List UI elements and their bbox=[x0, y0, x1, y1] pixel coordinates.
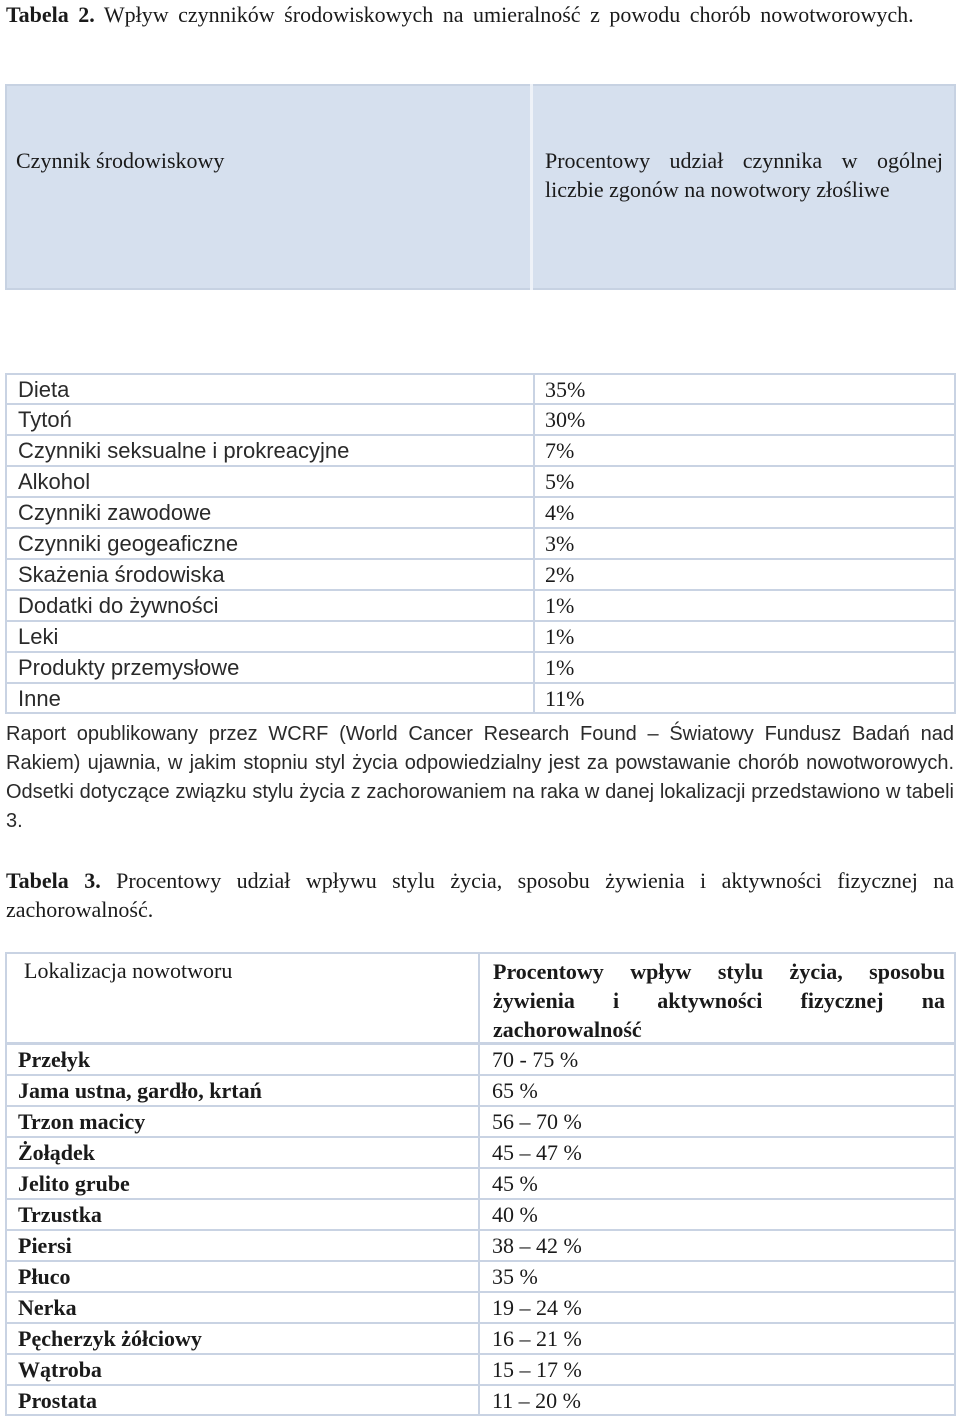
value-cell: 56 – 70 % bbox=[492, 1109, 582, 1134]
table-row bbox=[5, 497, 956, 528]
table-row bbox=[5, 435, 956, 466]
factor-cell: Produkty przemysłowe bbox=[18, 655, 240, 680]
site-cell: Pęcherzyk żółciowy bbox=[18, 1326, 202, 1351]
table-row bbox=[5, 559, 956, 590]
table-row bbox=[5, 1230, 956, 1261]
site-cell: Prostata bbox=[18, 1388, 98, 1413]
table-row bbox=[5, 1075, 956, 1106]
table-row bbox=[5, 1354, 956, 1385]
table-row bbox=[5, 1323, 956, 1354]
value-cell: 45 % bbox=[492, 1171, 538, 1196]
table2-caption-label: Tabela 2. bbox=[6, 2, 95, 27]
table-row bbox=[5, 1385, 956, 1416]
value-cell: 65 % bbox=[492, 1078, 538, 1103]
value-cell: 35 % bbox=[492, 1264, 538, 1289]
table3-header-col1: Lokalizacja nowotworu bbox=[24, 958, 233, 983]
value-cell: 35% bbox=[545, 377, 586, 402]
factor-cell: Tytoń bbox=[18, 407, 72, 432]
value-cell: 2% bbox=[545, 562, 575, 587]
table-row bbox=[5, 1199, 956, 1230]
site-cell: Jama ustna, gardło, krtań bbox=[18, 1078, 262, 1103]
value-cell: 38 – 42 % bbox=[492, 1233, 582, 1258]
value-cell: 11% bbox=[545, 686, 585, 711]
table2 bbox=[5, 84, 956, 711]
value-cell: 4% bbox=[545, 500, 575, 525]
site-cell: Wątroba bbox=[18, 1357, 102, 1382]
table2-body bbox=[5, 373, 956, 714]
value-cell: 45 – 47 % bbox=[492, 1140, 582, 1165]
table2-caption-text: Wpływ czynników środowiskowych na umieralność z powodu chorób nowotworowych. bbox=[94, 2, 914, 27]
table-row bbox=[5, 652, 956, 683]
body-paragraph: Raport opublikowany przez WCRF (World Cancer Research Found – Światowy Fundusz Badań nad Rakiem) ujawnia, w jakim stopniu styl życia odpowiedzialny jest za powstawanie chorób nowotworowych. Odsetki dotyczące związku stylu życia z zachorowaniem na raka w danej lokalizacji przedstawiono w tabeli 3. bbox=[6, 723, 954, 832]
value-cell: 1% bbox=[545, 624, 575, 649]
table2-header-col2: Procentowy udział czynnika w ogólnej liczbie zgonów na nowotwory złośliwe bbox=[545, 148, 943, 202]
factor-cell: Alkohol bbox=[18, 469, 91, 494]
value-cell: 5% bbox=[545, 469, 575, 494]
value-cell: 3% bbox=[545, 531, 575, 556]
site-cell: Płuco bbox=[18, 1264, 71, 1289]
table-row bbox=[5, 404, 956, 435]
factor-cell: Leki bbox=[18, 624, 59, 649]
factor-cell: Czynniki seksualne i prokreacyjne bbox=[18, 438, 350, 463]
table3 bbox=[5, 952, 956, 1416]
factor-cell: Dodatki do żywności bbox=[18, 593, 219, 618]
table3-caption-text: Procentowy udział wpływu stylu życia, sposobu żywienia i aktywności fizycznej na zachorowalność. bbox=[6, 868, 954, 922]
table3-caption bbox=[6, 866, 954, 924]
table-row bbox=[5, 528, 956, 559]
table-row bbox=[5, 373, 956, 404]
table3-caption-label: Tabela 3. bbox=[6, 868, 101, 893]
table-row bbox=[5, 1292, 956, 1323]
value-cell: 70 - 75 % bbox=[492, 1047, 579, 1072]
table2-header-divider bbox=[530, 84, 533, 290]
value-cell: 15 – 17 % bbox=[492, 1357, 582, 1382]
table-row bbox=[5, 1137, 956, 1168]
site-cell: Żołądek bbox=[18, 1140, 96, 1165]
site-cell: Nerka bbox=[18, 1295, 77, 1320]
value-cell: 7% bbox=[545, 438, 575, 463]
factor-cell: Czynniki zawodowe bbox=[18, 500, 212, 525]
factor-cell: Inne bbox=[18, 686, 61, 711]
value-cell: 16 – 21 % bbox=[492, 1326, 582, 1351]
value-cell: 1% bbox=[545, 593, 575, 618]
value-cell: 19 – 24 % bbox=[492, 1295, 582, 1320]
value-cell: 30% bbox=[545, 407, 586, 432]
factor-cell: Skażenia środowiska bbox=[18, 562, 225, 587]
value-cell: 11 – 20 % bbox=[492, 1388, 582, 1413]
site-cell: Jelito grube bbox=[18, 1171, 130, 1196]
table2-caption bbox=[6, 0, 954, 29]
table-row bbox=[5, 621, 956, 652]
table2-header-col1: Czynnik środowiskowy bbox=[16, 148, 225, 173]
site-cell: Trzon macicy bbox=[18, 1109, 146, 1134]
site-cell: Piersi bbox=[18, 1233, 72, 1258]
table-row bbox=[5, 1044, 956, 1075]
table-row bbox=[5, 590, 956, 621]
table-row bbox=[5, 683, 956, 714]
table-row bbox=[5, 1261, 956, 1292]
factor-cell: Dieta bbox=[18, 377, 70, 402]
value-cell: 40 % bbox=[492, 1202, 538, 1227]
factor-cell: Czynniki geogeaficzne bbox=[18, 531, 239, 556]
table-row bbox=[5, 1168, 956, 1199]
table3-header bbox=[5, 952, 956, 1044]
site-cell: Trzustka bbox=[18, 1202, 102, 1227]
site-cell: Przełyk bbox=[18, 1047, 91, 1072]
value-cell: 1% bbox=[545, 655, 575, 680]
table-row bbox=[5, 466, 956, 497]
table-row bbox=[5, 1106, 956, 1137]
table3-header-col2: Procentowy wpływ stylu życia, sposobu żywienia i aktywności fizycznej na zachorowalność bbox=[493, 959, 945, 1042]
